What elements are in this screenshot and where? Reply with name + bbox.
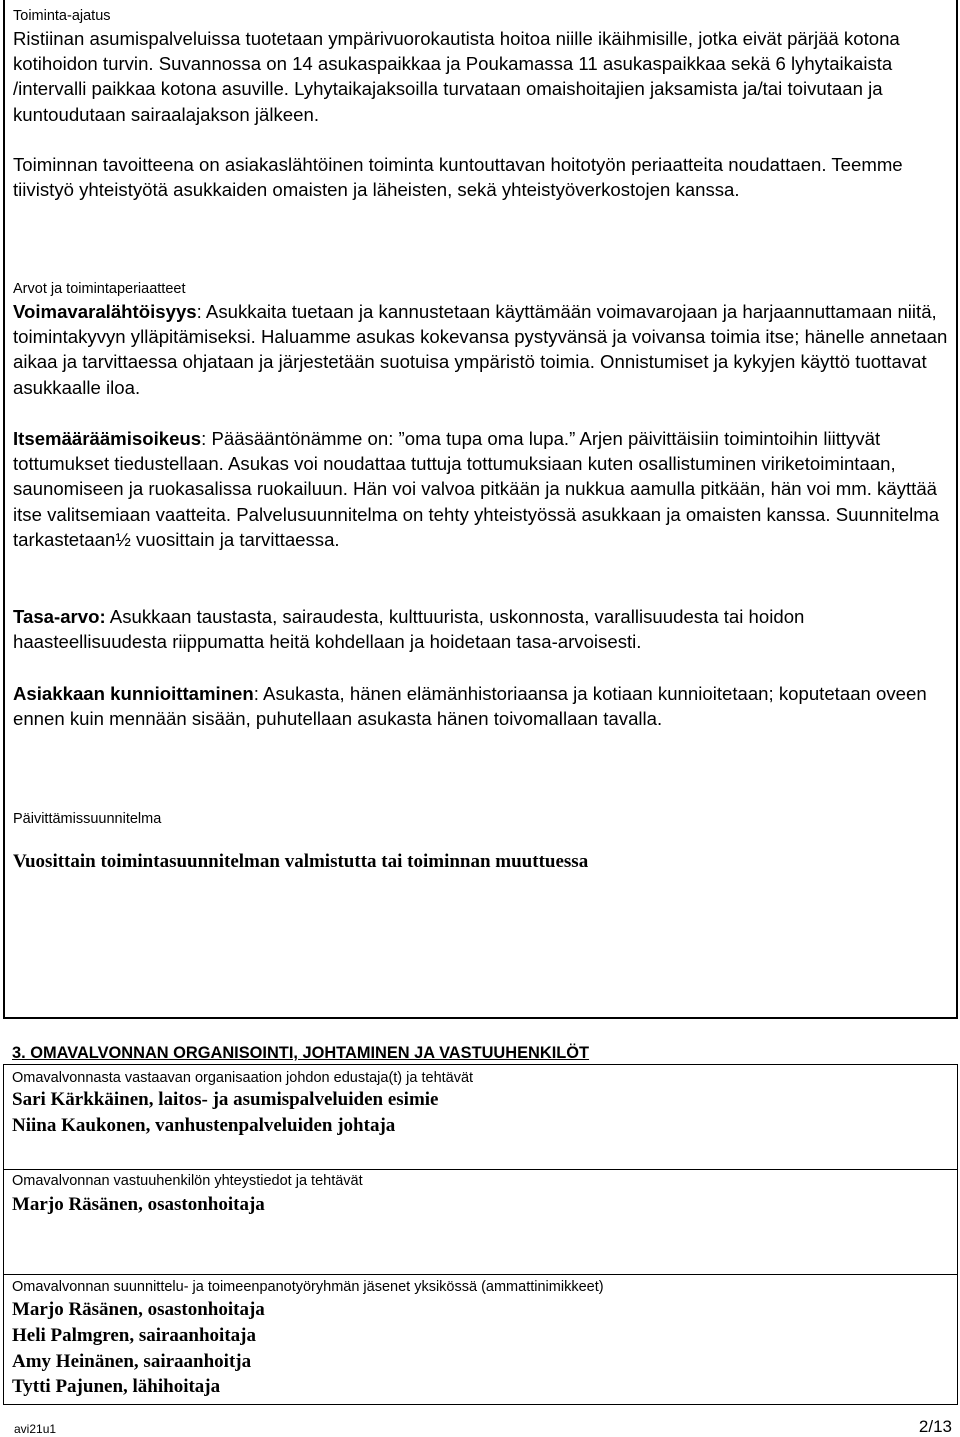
block3-label: Omavalvonnan suunnittelu- ja toimeenpanotyöryhmän jäsenet yksikössä (ammattinimikkeet) xyxy=(12,1279,604,1295)
value-paragraph-voimavara xyxy=(13,299,948,400)
toiminta-ajatus-paragraph: Ristiinan asumispalveluissa tuotetaan ympärivuorokautista hoitoa niille ikäihmisille, jotka eivät pärjää kotona kotihoidon turvin. Suvannossa on 14 asukaspaikkaa ja Poukamassa 11 asukaspaikkaa sekä 6 lyhytaikaista /intervalli paikkaa kotona asuville. Lyhytaikajaksoilla turvataan omaishoitajien jaksamista ja/tai toivutaan ja kuntoudutaan sairaalajakson jälkeen. xyxy=(13,28,900,125)
footer-code: avi21u1 xyxy=(14,1422,57,1436)
value-text: : Pääsääntönämme on: ”oma tupa oma lupa.” Arjen päivittäisiin toimintoihin liittyvät tottumukset tiedustellaan. Asukas voi noudattaa tuttuja tottumuksiaan kuten osallistuminen viriketoimintaan, saunomiseen ja ruokasalissa ruokailuun. Hän voi valvoa pitkään ja nukkua aamulla pitkään, hän voi mm. käyttää itse valitsemiaan vaatteita. Palvelusuunnitelma on tehty yhteistyössä asukkaan ja omaisten kanssa. Suunnitelma tarkastetaan½ vuosittain ja tarvittaessa. xyxy=(13,428,940,550)
block1-name: Niina Kaukonen, vanhustenpalveluiden johtaja xyxy=(12,1115,396,1136)
value-text: Asukkaan taustasta, sairaudesta, kulttuurista, uskonnosta, varallisuudesta tai hoidon haasteellisuudesta riippumatta heitä kohdellaan ja hoidetaan tasa-arvoisesti. xyxy=(13,606,805,653)
value-text: : Asukasta, hänen elämänhistoriaansa ja kotiaan kunnioitetaan; koputetaan oveen ennen kuin mennään sisään, puhutellaan asukasta hänen toivomallaan tavalla. xyxy=(13,683,927,730)
top-section-box xyxy=(3,0,958,1019)
page-number: 2/13 xyxy=(918,1417,952,1436)
values-label: Arvot ja toimintaperiaatteet xyxy=(13,281,186,297)
block2-name: Marjo Räsänen, osastonhoitaja xyxy=(12,1194,265,1215)
value-paragraph-kunnioittaminen xyxy=(13,681,948,731)
section-3-heading: 3. OMAVALVONNAN ORGANISOINTI, JOHTAMINEN JA VASTUUHENKILÖT xyxy=(12,1044,590,1062)
block3-name: Amy Heinänen, sairaanhoitja xyxy=(12,1351,252,1372)
divider xyxy=(4,1274,957,1275)
section-3-box xyxy=(3,1064,958,1405)
divider xyxy=(4,1169,957,1170)
block1-label: Omavalvonnasta vastaavan organisaation johdon edustaja(t) ja tehtävät xyxy=(12,1070,474,1086)
value-term: Tasa-arvo: xyxy=(13,606,106,627)
toiminta-ajatus-label: Toiminta-ajatus xyxy=(13,8,111,24)
value-paragraph-tasa-arvo xyxy=(13,604,948,654)
block2-label: Omavalvonnan vastuuhenkilön yhteystiedot ja tehtävät xyxy=(12,1173,363,1189)
update-plan-label: Päivittämissuunnitelma xyxy=(13,811,162,827)
update-plan-text: Vuosittain toimintasuunnitelman valmistutta tai toiminnan muuttuessa xyxy=(13,851,589,872)
value-text: : Asukkaita tuetaan ja kannustetaan käyttämään voimavarojaan ja harjaannuttamaan niitä, toimintakyvyn ylläpitämiseksi. Haluamme asukas kokevansa pystyvänsä ja voivansa toimia itse; hänelle annetaan aikaa ja tarvittaessa ohjataan ja järjestetään suotuisa ympäristö toimia. Onnistumiset ja kykyjen käyttö tuottavat asukkaalle iloa. xyxy=(13,301,948,398)
value-term: Voimavaralähtöisyys xyxy=(13,301,197,322)
block3-name: Tytti Pajunen, lähihoitaja xyxy=(12,1376,221,1397)
value-term: Asiakkaan kunnioittaminen xyxy=(13,683,254,704)
block3-name: Heli Palmgren, sairaanhoitaja xyxy=(12,1325,256,1346)
value-term: Itsemääräämisoikeus xyxy=(13,428,202,449)
goals-paragraph: Toiminnan tavoitteena on asiakaslähtöinen toiminta kuntouttavan hoitotyön periaatteita noudattaen. Teemme tiivistyö yhteistyötä asukkaiden omaisten ja läheisten, sekä yhteistyöverkostojen kanssa. xyxy=(13,154,903,201)
block1-name: Sari Kärkkäinen, laitos- ja asumispalveluiden esimie xyxy=(12,1089,439,1110)
block3-name: Marjo Räsänen, osastonhoitaja xyxy=(12,1299,265,1320)
value-paragraph-itsemaaraamisoikeus xyxy=(13,426,948,552)
